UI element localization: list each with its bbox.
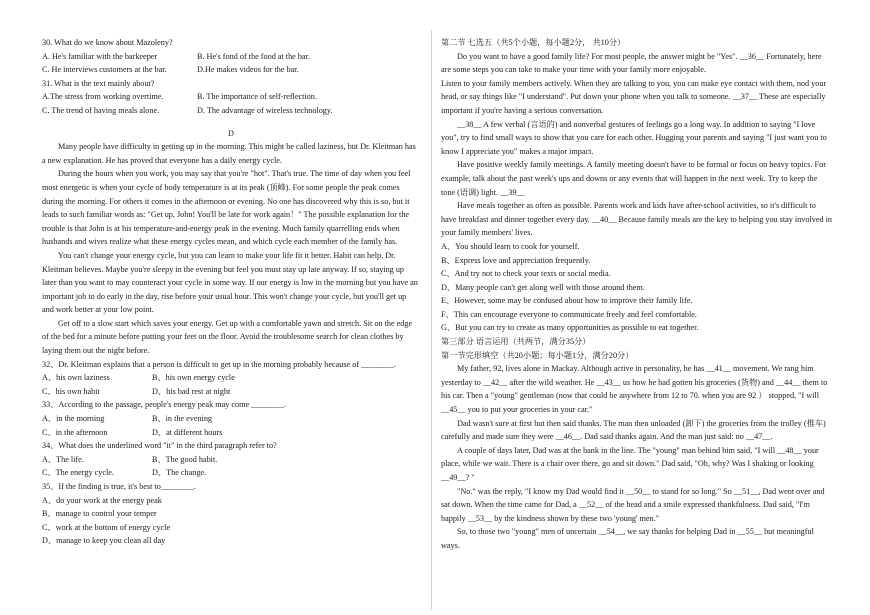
passage-d-paragraph: Get off to a slow start which saves your energy. Get up with a comfortable yawn and stretch. Sit on the edge of the bed for a minute before putting your feet on the floor. Avoid the troublesome search for clean clothes by laying them out the night before.	[42, 318, 413, 356]
question-31-option-b: B. The importance of self-reflection.	[197, 92, 317, 102]
question-33-option-c: C、in the afternoon	[42, 427, 108, 437]
seven-choose-five-paragraph: Have positive weekly family meetings. A family meeting doesn't have to be formal or focus on heavy topics. For example, talk about the past week's ups and downs or any events that will happen in the next week. Try to keep the tone (语调) light. __39__	[441, 160, 826, 197]
passage-d-paragraph: You can't change your energy cycle, but you can learn to make your life fit it better. Habit can help, Dr. Kleitman believes. Maybe you're sleepy in the evening but feel you must stay up late anyway. If so, staying up later than you want to may counteract your cycle in some way. If our energy is low in the morning but you have an important job to do early in the day, rise before your usual hour. This won't change your cycle, but you'll get up and work better at your low point.	[42, 250, 418, 315]
question-32	[42, 358, 420, 399]
question-35-stem: 35、If the finding is true, it's best to________.	[42, 482, 196, 491]
answer-option: A、You should learn to cook for yourself.	[441, 241, 580, 251]
answer-option: B、Express love and appreciation frequently.	[441, 255, 591, 265]
passage-d-paragraph: During the hours when you work, you may say that you're "hot". That's true. The time of day when you feel most energetic is when your cycle of body temperature is at its peak (顶峰). For some people the peak comes during the morning. For others it comes in the afternoon or evening. No one has discovered why this is so, but it leads to such familiar words as: "Get up, John! You'll be late for work again！" The possible explanation for the trouble is that John is at his temperature-and-energy peak in the evening. Much family quarrelling ends when husbands and wives realize what these energy cycles mean, and which cycle each member of the family has.	[42, 169, 411, 247]
answer-option: F、This can encourage everyone to communicate freely and feel comfortable.	[441, 309, 697, 319]
question-35-option-d: D、manage to keep you clean all day	[42, 536, 166, 546]
question-31-option-d: D. The advantage of wireless technology.	[197, 105, 333, 115]
answer-option: C、And try not to check your texts or social media.	[441, 269, 611, 279]
question-35-option-c: C、work at the bottom of energy cycle	[42, 522, 171, 532]
question-31-option-a: A.The stress from working overtime.	[42, 92, 164, 102]
right-column	[441, 36, 833, 553]
question-34-option-d: D、The change.	[152, 468, 207, 478]
passage-d-paragraph: Many people have difficulty in getting up in the morning. This might be called laziness, but Dr. Kleitman has a new explanation. He has proved that everyone has a daily energy cycle.	[42, 142, 416, 165]
question-33-option-d: D、at different hours	[152, 427, 223, 437]
question-33-stem: 33、According to the passage, people's energy peak may come ________.	[42, 400, 286, 410]
question-34-option-b: B、The good habit.	[152, 454, 218, 464]
seven-choose-five-paragraph: Listen to your family members actively. When they are talking to you, you can make eye contact with them, nod your head, or say things like "I understand". Put down your phone when you talk to someone. __37__ These are especially important if you're having a serious conversation.	[441, 78, 827, 115]
question-32-option-a: A、his own laziness	[42, 373, 110, 383]
cloze-paragraph: So, to those two "young" men of uncertain __54__, we say thanks for helping Dad in __55__ but meaningful ways.	[441, 527, 814, 550]
cloze-paragraph: My father, 92, lives alone in Mackay. Although active in personality, he has __41__ movement. We rang him yesterday to __42__ after the wild weather. He __43__ us how he had gotten his groceries (货物) and __44__ them to his car. Then a "young" gentleman (now that could be anywhere from 12 to 70. when you are 92 ） stopped, "I will __45__ you to put your groceries in your car."	[441, 364, 828, 415]
question-32-option-c: C、his own habit	[42, 386, 100, 396]
question-35-option-b: B、manage to control your temper	[42, 509, 157, 519]
answer-options	[441, 240, 833, 335]
question-34-stem: 34、What does the underlined word "it" in the third paragraph refer to?	[42, 441, 277, 451]
cloze-paragraph: "No." was the reply, "I know my Dad would find it __50__ to stand for so long." So __51__, Dad went over and sat down. When the time came for Dad, a __52__ of the head and a smile expressed thankfulness. Dad said, "I'm happily __53__ by the kindness shown by these two 'young' men."	[441, 486, 825, 523]
seven-choose-five-paragraph: Do you want to have a good family life? For most people, the answer might be "Yes". __36__ Fortunately, here are some steps you can take to make your time with your family more enjoyable.	[441, 51, 822, 75]
question-30-option-c: C. He interviews customers at the bar.	[42, 65, 167, 75]
question-32-stem: 32、Dr. Kleitman explains that a person is difficult to get up in the morning probably because of ________.	[42, 359, 396, 369]
question-33	[42, 398, 420, 439]
cloze-paragraph: A couple of days later, Dad was at the bank in the line. The "young" man behind him said, "I will __48__ your place, while we wait. There is a chair over there, go and sit down." Dad said, "Oh, why? Was I shaking or looking __49__? "	[441, 445, 819, 482]
section-1-heading: 第一节完形填空（共20小题；每小题1分，满分20分）	[441, 350, 634, 360]
question-30-option-a: A. He's familiar with the barkeeper	[42, 51, 158, 61]
question-33-option-b: B、in the evening	[152, 414, 213, 424]
question-30-option-b: B. He's fond of the food at the bar.	[197, 51, 310, 61]
question-30	[42, 36, 420, 77]
column-divider	[431, 30, 432, 610]
seven-choose-five-paragraph: __38__ A few verbal (言语的) and nonverbal gestures of feelings go a long way. In addition to saying "I love you", try to find small ways to show that you care for each other. Hugging your parents and saying "I just want you to know I appreciate you" makes a major impact.	[441, 119, 827, 156]
answer-option: D、Many people can't get along well with those around them.	[441, 282, 645, 292]
question-35-option-a: A、do your work at the energy peak	[42, 495, 162, 505]
question-30-option-d: D.He makes videos for the bar.	[197, 65, 299, 75]
section-2-heading: 第二节 七选五（共5个小题，每小题2分， 共10分）	[441, 38, 626, 47]
question-31	[42, 77, 420, 118]
cloze-paragraph: Dad wasn't sure at first but then said thanks. The man then unloaded (卸下) the groceries from the trolley (推车) carefully and made sure they were __46__. Dad said thanks again. And the man just said: no __47__.	[441, 418, 826, 442]
passage-d-label: D	[228, 128, 234, 138]
question-32-option-b: B、his own energy cycle	[152, 373, 235, 383]
question-34-option-c: C、The energy cycle.	[42, 468, 114, 478]
question-32-option-d: D、his bad rest at night	[152, 386, 231, 396]
seven-choose-five-paragraph: Have meals together as often as possible. Parents work and kids have after-school activities, so it's difficult to have breakfast and dinner together every day. __40__ Because family meals are the key to helping you stay involved in your family members' lives.	[441, 201, 832, 238]
question-34-option-a: A、The life.	[42, 454, 84, 464]
question-34	[42, 439, 420, 480]
question-30-stem: 30. What do we know about Mazoleny?	[42, 38, 173, 47]
left-column	[42, 36, 420, 548]
answer-option: G、But you can try to create as many opportunities as possible to eat together.	[441, 323, 699, 333]
question-31-stem: 31. What is the text mainly about?	[42, 78, 155, 88]
question-33-option-a: A、in the morning	[42, 414, 105, 424]
part-3-heading: 第三部分 语言运用（共两节，满分35分）	[441, 337, 591, 347]
answer-option: E、However, some may be confused about how to improve their family life.	[441, 296, 693, 306]
question-35	[42, 480, 420, 548]
question-31-option-c: C. The trend of having meals alone.	[42, 105, 160, 115]
